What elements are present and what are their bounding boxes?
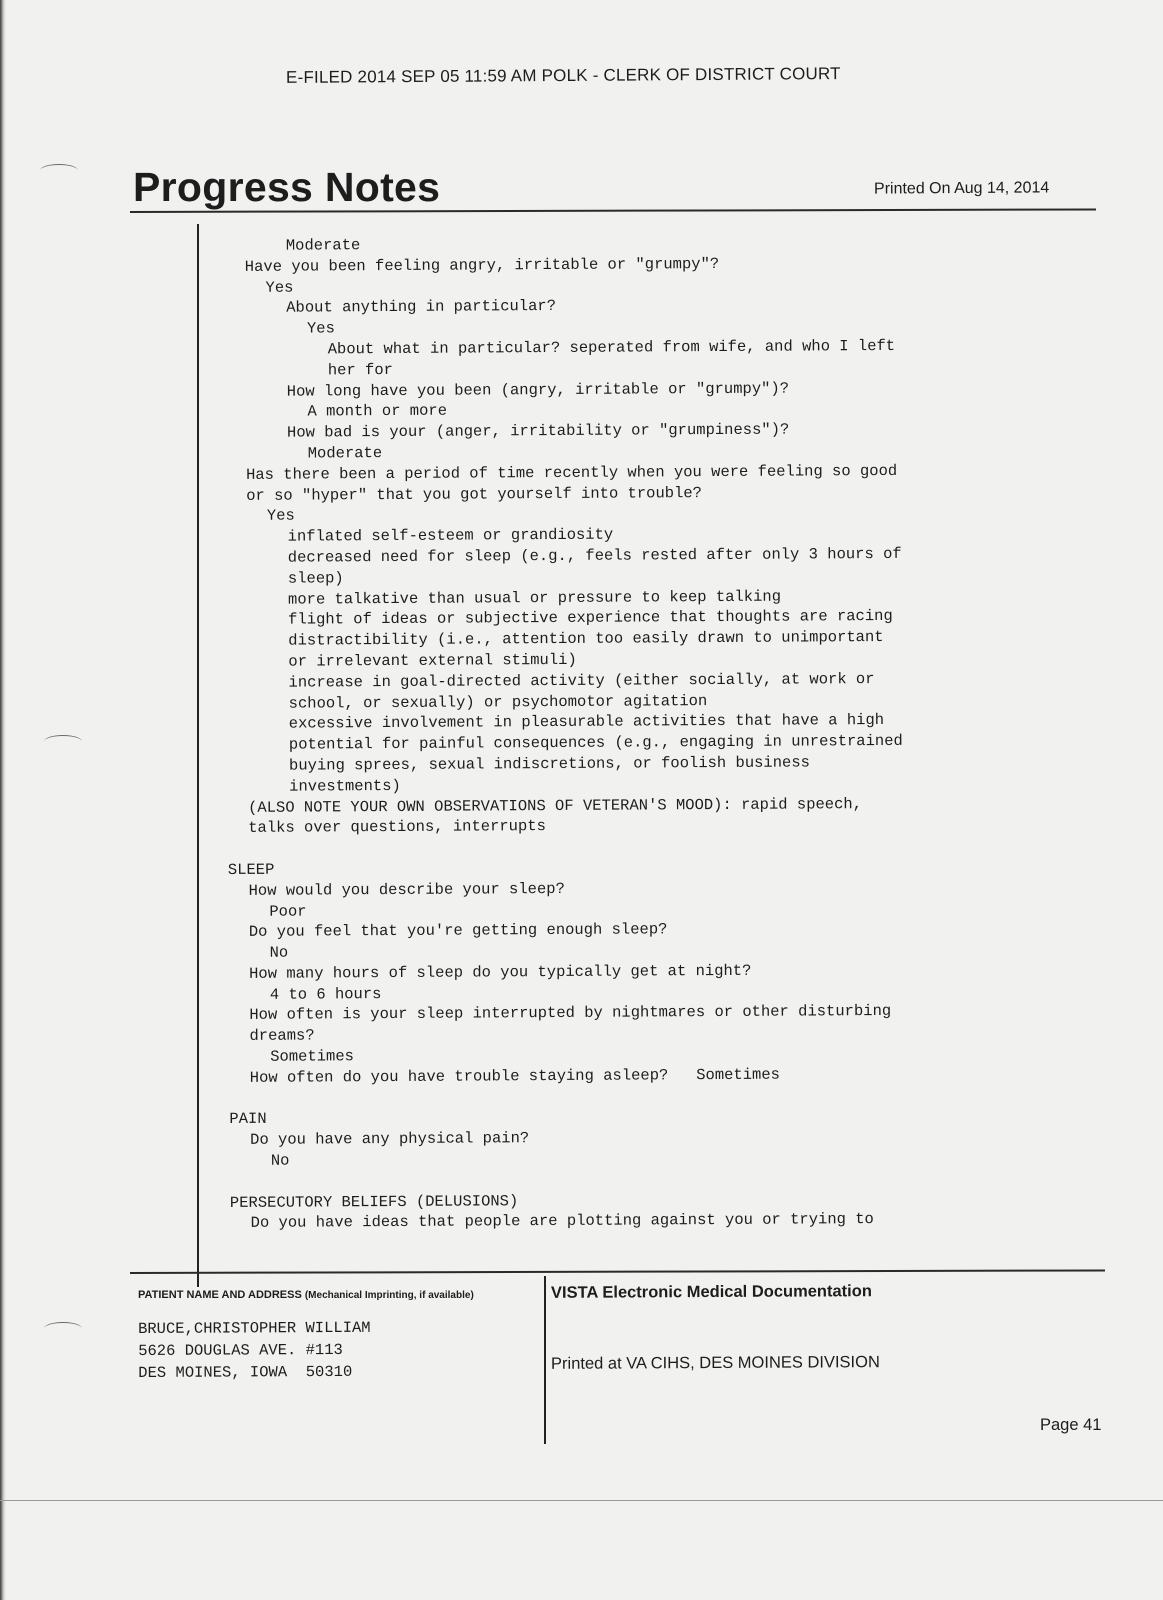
note-line: Sometimes bbox=[270, 1047, 354, 1066]
note-line: Moderate bbox=[285, 236, 361, 255]
hole-punch-mark bbox=[40, 164, 78, 177]
note-line: (ALSO NOTE YOUR OWN OBSERVATIONS OF VETERAN'S MOOD): rapid speech, bbox=[248, 794, 863, 817]
patient-address-label-sub: (Mechanical Imprinting, if available) bbox=[304, 1290, 474, 1301]
note-line: No bbox=[270, 1151, 290, 1170]
note-line: investments) bbox=[289, 776, 401, 796]
note-line: SLEEP bbox=[227, 860, 275, 879]
note-line: How would you describe your sleep? bbox=[248, 879, 565, 900]
note-line: flight of ideas or subjective experience that thoughts are racing bbox=[288, 607, 893, 629]
note-line: How bad is your (anger, irritability or "grumpiness")? bbox=[286, 420, 790, 442]
body-left-rule bbox=[197, 224, 199, 1287]
note-line: distractibility (i.e., attention too easily drawn to unimportant bbox=[288, 628, 884, 650]
note-line: Have you been feeling angry, irritable or "grumpy"? bbox=[244, 254, 720, 276]
hole-punch-mark bbox=[44, 735, 82, 748]
note-line: decreased need for sleep (e.g., feels rested after only 3 hours of bbox=[287, 544, 902, 567]
note-line: increase in goal-directed activity (either socially, at work or bbox=[288, 669, 875, 692]
note-line: inflated self-esteem or grandiosity bbox=[287, 525, 614, 546]
note-line: About anything in particular? bbox=[286, 297, 557, 318]
printed-at-location: Printed at VA CIHS, DES MOINES DIVISION bbox=[550, 1353, 880, 1373]
note-line: Do you have any physical pain? bbox=[250, 1129, 530, 1150]
note-line: school, or sexually) or psychomotor agitation bbox=[288, 691, 708, 713]
note-line: 4 to 6 hours bbox=[269, 984, 382, 1004]
note-line: Yes bbox=[306, 319, 335, 338]
efiled-stamp: E-FILED 2014 SEP 05 11:59 AM POLK - CLERK OF DISTRICT COURT bbox=[285, 64, 841, 87]
note-line: How many hours of sleep do you typically get at night? bbox=[249, 961, 752, 983]
note-line: Moderate bbox=[307, 444, 383, 463]
note-line: or irrelevant external stimuli) bbox=[288, 650, 577, 671]
note-line: or so "hyper" that you got yourself into trouble? bbox=[246, 483, 703, 505]
note-line: How long have you been (angry, irritable or "grumpy")? bbox=[286, 379, 790, 401]
note-line: more talkative than usual or pressure to keep talking bbox=[287, 587, 782, 609]
scan-edge-line bbox=[0, 1500, 1163, 1501]
footer-divider bbox=[130, 1269, 1105, 1274]
address-line: DES MOINES, IOWA 50310 bbox=[138, 1362, 353, 1382]
hole-punch-mark bbox=[44, 1322, 82, 1335]
note-line: A month or more bbox=[307, 402, 448, 421]
patient-address-label: PATIENT NAME AND ADDRESS (Mechanical Imprinting, if available) bbox=[138, 1289, 474, 1301]
progress-notes-body bbox=[224, 231, 990, 1234]
note-line: sleep) bbox=[287, 569, 344, 588]
note-line: talks over questions, interrupts bbox=[248, 817, 546, 838]
note-line: No bbox=[269, 943, 289, 962]
note-line: Do you feel that you're getting enough sleep? bbox=[248, 920, 668, 942]
note-line: PERSECUTORY BELIEFS (DELUSIONS) bbox=[229, 1191, 519, 1212]
page-title: Progress Notes bbox=[133, 164, 441, 210]
note-line: Has there been a period of time recently when you were feeling so good bbox=[245, 461, 898, 484]
note-line: dreams? bbox=[249, 1026, 315, 1046]
note-line: Yes bbox=[265, 278, 294, 297]
printed-on-date: Printed On Aug 14, 2014 bbox=[873, 179, 1050, 198]
note-line: excessive involvement in pleasurable activities that have a high bbox=[288, 711, 885, 733]
note-line: Do you have ideas that people are plotting against you or trying to bbox=[250, 1210, 874, 1233]
note-line: Yes bbox=[266, 506, 295, 526]
patient-address bbox=[138, 1317, 371, 1384]
note-line: How often do you have trouble staying asleep? Sometimes bbox=[249, 1065, 780, 1087]
note-line: Poor bbox=[269, 902, 307, 921]
note-line: potential for painful consequences (e.g., engaging in unrestrained bbox=[288, 731, 903, 754]
note-line: PAIN bbox=[229, 1110, 267, 1129]
footer-column-divider bbox=[544, 1276, 546, 1444]
note-line: About what in particular? seperated from wife, and who I left bbox=[327, 336, 896, 359]
note-line: buying sprees, sexual indiscretions, or foolish business bbox=[288, 753, 810, 775]
address-line: 5626 DOUGLAS AVE. #113 bbox=[138, 1340, 343, 1360]
page-number: Page 41 bbox=[1040, 1416, 1102, 1434]
address-line: BRUCE,CHRISTOPHER WILLIAM bbox=[138, 1318, 371, 1338]
note-line: her for bbox=[327, 360, 394, 380]
note-line: How often is your sleep interrupted by nightmares or other disturbing bbox=[249, 1002, 892, 1025]
vista-title: VISTA Electronic Medical Documentation bbox=[550, 1282, 872, 1302]
scan-left-edge bbox=[0, 0, 6, 1600]
